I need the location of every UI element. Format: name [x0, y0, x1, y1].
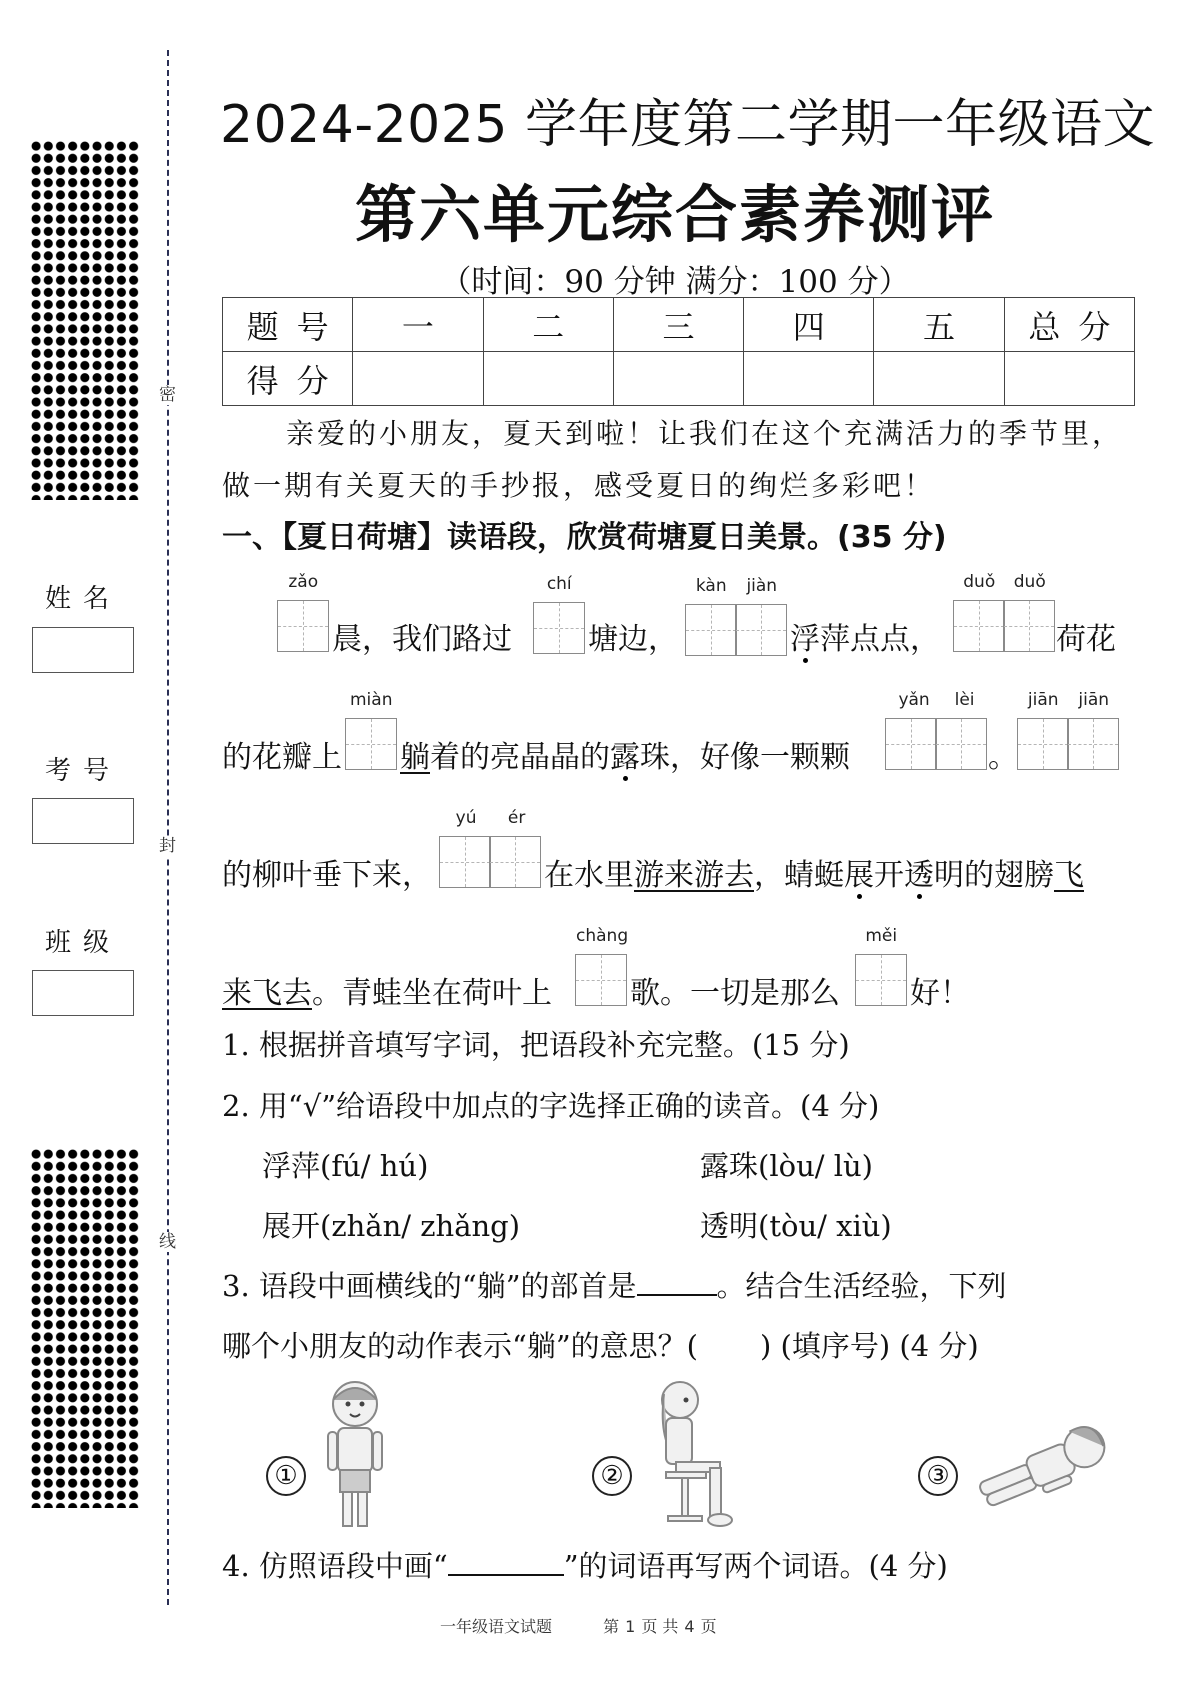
seal-cut-line: [167, 50, 169, 1605]
passage-text: [544, 856, 1084, 896]
score-cell-1[interactable]: [353, 352, 483, 406]
question-4: [222, 1546, 948, 1586]
col-3: 三: [613, 298, 743, 352]
col-2: 二: [483, 298, 613, 352]
passage-text: 在水里: [544, 858, 634, 893]
q2-option-luzhu[interactable]: [700, 1146, 873, 1186]
pinyin: duǒ: [963, 572, 996, 592]
standing-child-illustration: [310, 1376, 400, 1536]
option-word: 透明: [700, 1209, 759, 1243]
name-field[interactable]: [32, 627, 134, 673]
total-pages: 4: [684, 1617, 695, 1636]
passage-text: 着的亮晶晶的: [430, 740, 610, 775]
pinyin-blank-jianjian[interactable]: [1018, 690, 1119, 770]
radical-answer-blank[interactable]: [637, 1266, 717, 1296]
passage-line-2: [222, 658, 1142, 778]
sitting-child-illustration: [640, 1376, 750, 1536]
pinyin-blank-duoduo[interactable]: [954, 572, 1055, 652]
page-suffix: 页: [700, 1617, 717, 1636]
question-text: 哪个小朋友的动作表示“躺”的意思？(: [222, 1329, 698, 1363]
question-number-label: 题号: [223, 298, 353, 352]
underlined-char-tang: 躺: [400, 740, 430, 775]
passage-text: 的花瓣上: [222, 740, 342, 775]
pinyin-blank-mei[interactable]: [856, 926, 907, 1006]
passage-text: 。青蛙坐在荷叶上: [312, 976, 552, 1011]
exam-title: 2024-2025 学年度第二学期一年级语文: [220, 95, 1155, 155]
passage-text: 塘边，: [588, 622, 678, 657]
class-field[interactable]: [32, 970, 134, 1016]
figure-3-label: ③: [918, 1456, 958, 1496]
seal-mark-mi: 密: [159, 385, 176, 405]
binding-pattern-bottom: [30, 1148, 140, 1508]
question-2: 2. 用“√”给语段中加点的字选择正确的读音。(4 分): [222, 1089, 880, 1123]
option-choices: (fú/ hú): [320, 1149, 429, 1183]
option-choices: (tòu/ xiù): [758, 1209, 892, 1243]
exam-subtitle: 第六单元综合素养测评: [354, 178, 995, 251]
pinyin-blank-mian[interactable]: [346, 690, 397, 770]
score-label: 得分: [223, 352, 353, 406]
passage-text: 的柳叶垂下来，: [222, 858, 432, 893]
dotted-char-zhan: 展: [844, 858, 874, 893]
col-total: 总分: [1004, 298, 1134, 352]
pinyin: jiān: [1027, 690, 1059, 710]
question-text: 。结合生活经验，下列: [716, 1269, 1007, 1303]
score-table: [222, 297, 1135, 406]
score-cell-total[interactable]: [1004, 352, 1134, 406]
passage-text: [222, 974, 552, 1014]
option-word: 露珠: [700, 1149, 759, 1183]
passage-line-3: [222, 776, 1142, 896]
q2-option-fuping[interactable]: [262, 1146, 428, 1186]
passage-text: 珠，好像一颗颗: [640, 740, 850, 775]
pinyin-blank-yuer[interactable]: [440, 808, 541, 888]
passage-text: 荷花: [1056, 622, 1116, 657]
question-text: 4. 仿照语段中画“: [222, 1549, 448, 1583]
score-cell-3[interactable]: [613, 352, 743, 406]
pinyin: zǎo: [288, 572, 319, 592]
pinyin-blank-chi[interactable]: [534, 574, 585, 654]
question-text: 3. 语段中画横线的“躺”的部首是: [222, 1269, 637, 1303]
exam-number-label: 考号: [44, 756, 121, 786]
pinyin: miàn: [350, 690, 393, 710]
pinyin: lèi: [954, 690, 975, 710]
exam-time-score: （时间：90 分钟 满分：100 分）: [440, 264, 910, 300]
score-cell-5[interactable]: [874, 352, 1004, 406]
option-word: 浮萍: [262, 1149, 321, 1183]
current-page: 1: [625, 1617, 636, 1636]
pinyin: jiān: [1078, 690, 1110, 710]
pinyin-blank-yanlei[interactable]: [886, 690, 987, 770]
name-label: 姓名: [44, 584, 121, 614]
col-1: 一: [353, 298, 483, 352]
score-cell-2[interactable]: [483, 352, 613, 406]
pinyin: měi: [865, 926, 898, 946]
dotted-char-tou: 透: [904, 858, 934, 893]
pinyin: yǎn: [898, 690, 930, 710]
intro-paragraph: 亲爱的小朋友，夏天到啦！让我们在这个充满活力的季节里，做一期有关夏天的手抄报，感受夏日的绚烂多彩吧！: [222, 417, 1124, 502]
binding-pattern-top: [30, 140, 140, 500]
underlined-phrase: 来飞去: [222, 976, 312, 1011]
pinyin: kàn: [695, 576, 727, 596]
passage-line-1: [222, 540, 1142, 660]
col-5: 五: [874, 298, 1004, 352]
q2-option-touming[interactable]: [700, 1206, 892, 1246]
passage-text: 萍点点，: [820, 622, 940, 657]
passage-text: 明的翅膀: [934, 858, 1054, 893]
pinyin: yú: [455, 808, 477, 828]
passage-text: 开: [874, 858, 904, 893]
figure-2-label: ②: [592, 1456, 632, 1496]
question-text: ) (填序号) (4 分): [759, 1329, 979, 1363]
dotted-char-fu: 浮: [790, 622, 820, 657]
seal-mark-xian: 线: [159, 1232, 176, 1252]
underlined-phrase: 游来游去: [634, 858, 754, 893]
question-text: ”的词语再写两个词语。(4 分): [563, 1549, 948, 1583]
page-mid: 页 共: [641, 1617, 679, 1636]
option-word: 展开: [262, 1209, 321, 1243]
pinyin-blank-chang[interactable]: [576, 926, 629, 1006]
question-1: 1. 根据拼音填写字词，把语段补充完整。(15 分): [222, 1028, 850, 1062]
underlined-char-fei: 飞: [1054, 858, 1084, 893]
page-prefix: 第: [603, 1617, 620, 1636]
option-choices: (zhǎn/ zhǎng): [320, 1209, 521, 1243]
col-4: 四: [744, 298, 874, 352]
pinyin-blank-zao[interactable]: [278, 572, 329, 652]
passage-text: 好！: [910, 976, 970, 1011]
passage-text: ，蜻蜓: [754, 858, 844, 893]
pinyin: chàng: [576, 926, 629, 946]
exam-number-field[interactable]: [32, 798, 134, 844]
passage-text: [400, 738, 850, 778]
passage-text: 歌。一切是那么: [630, 976, 840, 1011]
q2-option-zhankai[interactable]: [262, 1206, 520, 1246]
page-footer: [440, 1614, 717, 1637]
page-indicator: [603, 1617, 717, 1636]
lying-child-illustration: [968, 1410, 1118, 1520]
question-3: [222, 1266, 1007, 1306]
seal-mark-feng: 封: [159, 836, 176, 856]
pinyin: ér: [507, 808, 526, 828]
pinyin: chí: [546, 574, 572, 594]
question-3-line2: [222, 1326, 979, 1366]
passage-text: 。: [988, 740, 1018, 775]
passage-text: 晨，我们路过: [332, 622, 512, 657]
pinyin: jiàn: [746, 576, 778, 596]
class-label: 班级: [44, 928, 121, 958]
pinyin-blank-kanjian[interactable]: [686, 576, 787, 656]
section-1-heading: 一、【夏日荷塘】读语段，欣赏荷塘夏日美景。(35 分): [222, 520, 947, 555]
passage-line-4: [222, 894, 1142, 1014]
pinyin: duǒ: [1013, 572, 1046, 592]
score-cell-4[interactable]: [744, 352, 874, 406]
figure-1-label: ①: [266, 1456, 306, 1496]
footer-subject: 一年级语文试题: [440, 1617, 553, 1636]
dotted-char-lu: 露: [610, 740, 640, 775]
underline-sample: [448, 1554, 564, 1576]
passage-text: [790, 620, 940, 660]
score-table-header-row: [223, 298, 1135, 352]
option-choices: (lòu/ lù): [758, 1149, 873, 1183]
score-table-score-row: [223, 352, 1135, 406]
